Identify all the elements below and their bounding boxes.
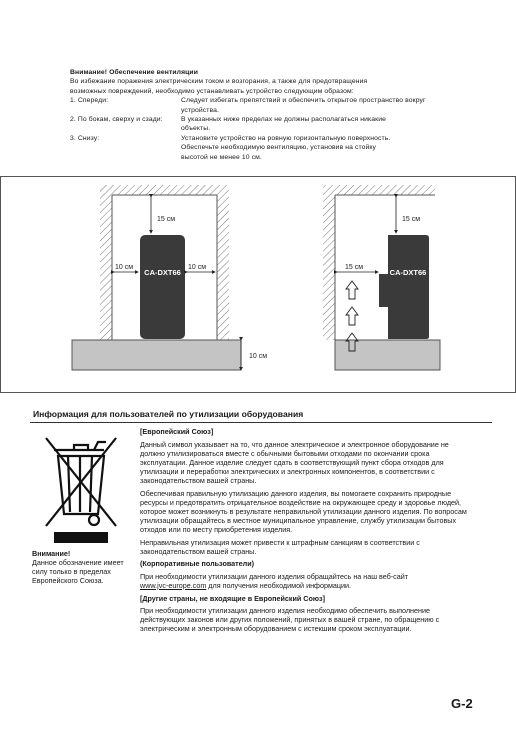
- ventilation-intro-line-1: Во избежание поражения электрическим током и возгорания, а также для предотвращения: [70, 78, 368, 86]
- floor-stand: [72, 340, 241, 370]
- item-label: 1. Спереди:: [70, 97, 109, 105]
- disposal-title: Информация для пользователей по утилизации оборудования: [33, 409, 304, 419]
- item-line: высотой не менее 10 см.: [181, 153, 262, 161]
- stand-height-label: 10 см: [249, 353, 268, 360]
- ventilation-intro-line-2: возможных повреждений, необходимо устанавливать устройство следующим образом:: [70, 87, 354, 95]
- eu-paragraph-2: Обеспечивая правильную утилизацию данного изделия, вы помогаете сохранить природные ресурсы и предотвратить отрицательное воздействие на окружающее среду и здоровье людей, которое может возникнуть в результате неправильной утилизации данного изделия. По вопросам утилизации обращайтесь в местное муниципальное управление, службу утилизации бытовых отходов или по месту приобретения изделия.: [140, 488, 467, 534]
- clearance-diagram: [0, 176, 516, 393]
- item-label: 3. Снизу:: [70, 134, 100, 142]
- side-view: [323, 185, 440, 370]
- device-label-front: CA-DXT66: [144, 268, 181, 277]
- front-left-clearance: 10 см: [115, 264, 134, 271]
- other-countries-paragraph: При необходимости утилизации данного изделия необходимо обеспечить выполнение действующих законов или других положений, принятых в вашей стране, по обращению с электрическим и электронным оборудованием с истекшим сроком эксплуатации.: [140, 606, 440, 634]
- clearance-diagram-svg: [1, 177, 515, 392]
- note-title: Внимание!: [32, 549, 71, 558]
- ventilation-item-bottom: [70, 134, 480, 162]
- note-body: Данное обозначение имеет силу только в пределах Европейского Союза.: [32, 558, 124, 585]
- side-top-clearance: 15 см: [402, 216, 421, 223]
- ceiling: [112, 185, 217, 195]
- side-back-clearance: 15 см: [345, 264, 364, 271]
- back-wall: [323, 185, 335, 340]
- front-top-clearance: 15 см: [157, 216, 176, 223]
- front-right-clearance: 10 см: [188, 264, 207, 271]
- eu-validity-note: [32, 549, 132, 585]
- device-label-side: CA-DXT66: [389, 268, 427, 277]
- eu-heading: [Европейский Союз]: [140, 427, 214, 436]
- speaker-side: [379, 235, 429, 339]
- ventilation-item-sides: [70, 115, 480, 134]
- crossed-bin-icon: [32, 428, 132, 546]
- ventilation-section: [70, 68, 480, 162]
- eu-paragraph-3: Неправильная утилизация может привести к штрафным санкциям в соответствии с законодательством вашей страны.: [140, 537, 420, 556]
- corporate-paragraph: При необходимости утилизации данного изделия обращайтесь на наш веб-сайт www.jvc-europe.com для получения необходимой информации.: [140, 571, 409, 590]
- page-number: G-2: [451, 696, 473, 711]
- item-label: 2. По бокам, сверху и сзади:: [70, 116, 163, 124]
- item-line: объекты.: [181, 125, 211, 133]
- eu-paragraph-1: Данный символ указывает на то, что данное электрическое и электронное оборудование не должно утилизироваться вместе с обычными бытовыми отходами по окончании срока эксплуатации. Данное изделие следует сдать в соответствующий пункт сбора отходов для утилизации и переработки электрических и электронных компонентов, в соответствии с законодательством вашей страны.: [140, 439, 449, 485]
- item-line: Установите устройство на ровную горизонтальную поверхность.: [181, 134, 391, 142]
- item-line: Обеспечьте необходимую вентиляцию, установив на стойку: [181, 144, 377, 152]
- front-view: [72, 185, 267, 370]
- ventilation-item-front: [70, 96, 480, 115]
- ventilation-title: Внимание! Обеспечение вентиляции: [70, 69, 198, 76]
- item-line: Следует избегать препятствий и обеспечить открытое пространство вокруг: [181, 97, 426, 105]
- speaker-front: [140, 235, 185, 339]
- left-wall: [100, 185, 112, 340]
- right-wall: [217, 185, 229, 340]
- divider: [30, 422, 492, 423]
- side-ceiling: [335, 185, 435, 195]
- item-line: устройства.: [181, 106, 220, 114]
- item-line: В указанных ниже пределах не должны располагаться никакие: [181, 116, 386, 124]
- website-link[interactable]: www.jvc-europe.com: [140, 580, 207, 590]
- corporate-heading: (Корпоративные пользователи): [140, 559, 255, 569]
- side-floor-stand: [335, 340, 440, 370]
- other-countries-heading: [Другие страны, не входящие в Европейский Союз]: [140, 593, 325, 603]
- disposal-text: [140, 425, 475, 637]
